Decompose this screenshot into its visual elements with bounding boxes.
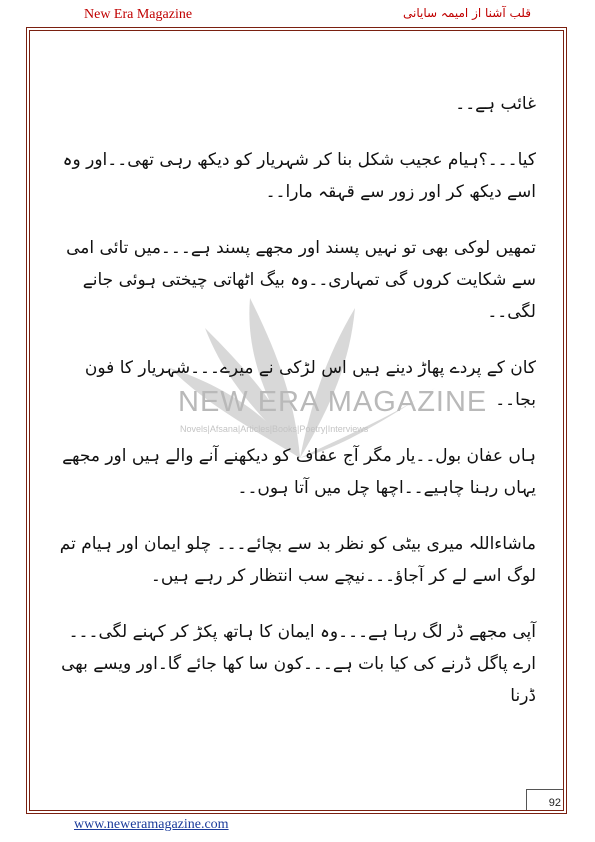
paragraph: غائب ہے۔۔ [455, 94, 536, 114]
article-body [58, 88, 536, 736]
paragraph: ہاں عفان بول۔۔یار مگر آج عفاف کو دیکھنے آنے والے ہیں اور مجھے یہاں رہنا چاہیے۔۔اچھا چل میں آتا ہوں۔۔ [62, 446, 536, 498]
magazine-name: New Era Magazine [84, 7, 193, 22]
paragraph: کیا۔۔۔؟ہیام عجیب شکل بنا کر شہریار کو دیکھ رہی تھی۔۔اور وہ اسے دیکھ کر اور زور سے قہقہ مارا۔۔ [62, 150, 536, 202]
paragraph: کان کے پردے پھاڑ دینے ہیں اس لڑکی نے میرے۔۔۔شہریار کا فون بجا۔۔ [84, 358, 536, 410]
website-link[interactable]: www.neweramagazine.com [74, 817, 229, 832]
watermark-title: NEW ERA MAGAZINE [178, 386, 488, 418]
page-number-box [526, 789, 563, 810]
paragraph: تمھیں لوکی بھی تو نہیں پسند اور مجھے پسند ہے۔۔۔میں تائی امی سے شکایت کروں گی تمہاری۔۔وہ بیگ اٹھاتی چیختی ہوئی جانے لگی۔۔ [66, 238, 536, 322]
paragraph: آپی مجھے ڈر لگ رہا ہے۔۔۔وہ ایمان کا ہاتھ پکڑ کر کہنے لگی۔۔۔ارے پاگل ڈرنے کی کیا بات ہے۔۔۔کون سا کھا جائے گا۔اور ویسے بھی ڈرنا [61, 622, 536, 706]
novel-author-title: قلب آشنا از امیمہ سایانی [403, 6, 531, 20]
page-number: 92 [548, 797, 561, 809]
paragraph: ماشاءاللہ میری بیٹی کو نظر بد سے بچائے۔۔۔ چلو ایمان اور ہیام تم لوگ اسے لے کر آجاؤ۔۔۔نیچے سب انتظار کر رہے ہیں۔ [59, 534, 536, 586]
watermark-subtitle: Novels|Afsana|Articles|Books|Poetry|Interviews [180, 424, 369, 434]
